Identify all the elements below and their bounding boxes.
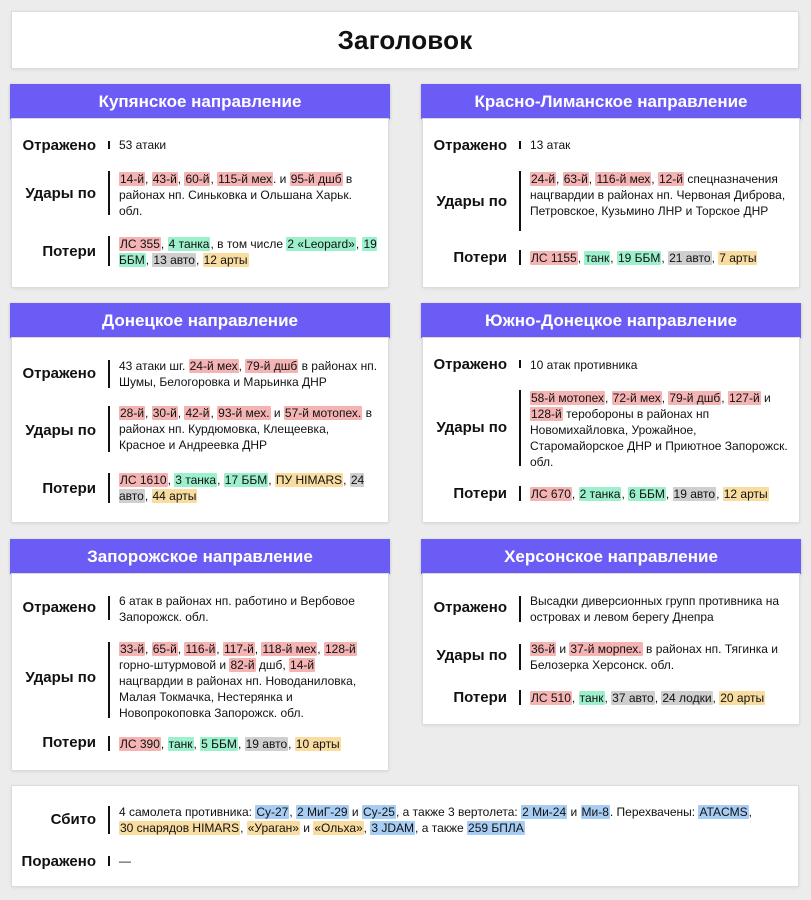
row-divider xyxy=(108,141,110,149)
label-strikes: Удары по xyxy=(25,185,96,202)
highlight-tag: 17 ББМ xyxy=(224,473,268,487)
repelled-value: 10 атак противника xyxy=(530,358,638,372)
row-divider xyxy=(108,736,110,751)
row-divider xyxy=(519,171,521,231)
highlight-tag: Ми-8 xyxy=(581,805,609,819)
highlight-tag: 116-й мех xyxy=(596,172,651,186)
label-losses: Потери xyxy=(453,689,507,706)
highlight-tag: 33-й xyxy=(120,642,145,656)
highlight-tag: 19 авто xyxy=(245,737,288,751)
label-repelled: Отражено xyxy=(433,137,507,154)
label-repelled: Отражено xyxy=(22,137,96,154)
strikes-value: 36-й и 37-й морпех. в районах нп. Тягинка и Белозерка Херсонск. обл. xyxy=(530,642,778,672)
repelled-value: 43 атаки шг. 24-й мех, 79-й дшб в районах нп. Шумы, Белогоровка и Марьинка ДНР xyxy=(119,359,378,389)
strikes-value: 58-й мотопех, 72-й мех, 79-й дшб, 127-й и 128-й теробороны в районах нп Новомихайловка, Урожайное, Старомайорское ДНР и Приютное Запорожск. обл. xyxy=(530,391,788,469)
highlight-tag: 2 МиГ-29 xyxy=(297,805,348,819)
page-title: Заголовок xyxy=(337,24,473,55)
highlight-tag: 79-й дшб xyxy=(669,391,721,405)
highlight-tag: 72-й мех xyxy=(612,391,661,405)
highlight-tag: 7 арты xyxy=(719,251,757,265)
row-divider xyxy=(108,856,110,866)
section-body xyxy=(12,574,388,770)
highlight-tag: 28-й xyxy=(120,406,145,420)
highlight-tag: 20 арты xyxy=(720,691,765,705)
row-divider xyxy=(519,486,521,501)
highlight-tag: 82-й xyxy=(230,658,255,672)
section-body xyxy=(423,119,799,287)
section-south-donetsk xyxy=(421,303,801,523)
highlight-tag: ЛС 1155 xyxy=(531,251,577,265)
highlight-tag: Су-25 xyxy=(362,805,395,819)
losses-value: ЛС 1155, танк, 19 ББМ, 21 авто, 7 арты xyxy=(531,251,757,265)
highlight-tag: 24 лодки xyxy=(662,691,712,705)
losses-value: ЛС 670, 2 танка, 6 ББМ, 19 авто, 12 арты xyxy=(531,487,768,501)
highlight-tag: 14-й xyxy=(120,172,145,186)
highlight-tag: 19 авто xyxy=(673,487,716,501)
label-repelled: Отражено xyxy=(22,365,96,382)
highlight-tag: ЛС 510 xyxy=(531,691,571,705)
row-divider xyxy=(519,250,521,265)
highlight-tag: танк xyxy=(579,691,604,705)
highlight-tag: 12 арты xyxy=(723,487,768,501)
highlight-tag: Су-27 xyxy=(256,805,289,819)
label-repelled: Отражено xyxy=(433,356,507,373)
highlight-tag: 36-й xyxy=(531,642,556,656)
highlight-tag: 12-й xyxy=(658,172,683,186)
section-kupyansk xyxy=(10,84,390,287)
row-divider xyxy=(108,642,110,718)
highlight-tag: 44 арты xyxy=(152,489,197,503)
highlight-tag: 115-й мех xyxy=(218,172,272,186)
highlight-tag: 43-й xyxy=(152,172,177,186)
summary-card xyxy=(12,786,798,886)
highlight-tag: 6 ББМ xyxy=(629,487,665,501)
highlight-tag: 30 снарядов HIMARS xyxy=(120,821,240,835)
label-strikes: Удары по xyxy=(436,647,507,664)
highlight-tag: 3 танка xyxy=(175,473,217,487)
highlight-tag: 2 танка xyxy=(579,487,621,501)
row-divider xyxy=(108,806,110,834)
highlight-tag: 259 БПЛА xyxy=(468,821,524,835)
section-body xyxy=(423,574,799,724)
row-divider xyxy=(108,171,110,215)
highlight-tag: 21 авто xyxy=(669,251,711,265)
section-zaporizhzhia xyxy=(10,539,390,771)
highlight-tag: ATACMS xyxy=(699,805,748,819)
strikes-value: 33-й, 65-й, 116-й, 117-й, 118-й мех, 128-й горно-штурмовой и 82-й дшб, 14-й нацгвардии в районах нп. Новоданиловка, Малая Токмачка, Нестерянка и Новопрокоповка Запорожск. обл. xyxy=(119,642,357,720)
section-header: Донецкое направление xyxy=(10,303,390,338)
section-donetsk xyxy=(10,303,390,523)
hit-value: — xyxy=(119,854,131,868)
highlight-tag: ЛС 670 xyxy=(531,487,571,501)
label-losses: Потери xyxy=(453,485,507,502)
highlight-tag: ЛС 390 xyxy=(120,737,160,751)
highlight-tag: 24-й xyxy=(531,172,556,186)
highlight-tag: танк xyxy=(585,251,610,265)
highlight-tag: ЛС 355 xyxy=(120,237,160,251)
losses-value: ЛС 390, танк, 5 ББМ, 19 авто, 10 арты xyxy=(120,737,340,751)
highlight-tag: 79-й дшб xyxy=(246,359,298,373)
highlight-tag: 37-й морпех. xyxy=(570,642,642,656)
repelled-value: 13 атак xyxy=(530,138,571,152)
highlight-tag: 128-й xyxy=(531,407,562,421)
highlight-tag: 57-й мотопех. xyxy=(284,406,362,420)
highlight-tag: 60-й xyxy=(185,172,210,186)
highlight-tag: 2 «Leopard» xyxy=(287,237,355,251)
highlight-tag: 63-й xyxy=(563,172,588,186)
highlight-tag: 42-й xyxy=(185,406,210,420)
highlight-tag: 4 танка xyxy=(168,237,210,251)
label-losses: Потери xyxy=(42,243,96,260)
label-strikes: Удары по xyxy=(436,419,507,436)
label-losses: Потери xyxy=(42,734,96,751)
section-body xyxy=(12,119,388,287)
highlight-tag: ЛС 1610 xyxy=(120,473,167,487)
losses-value: ЛС 1610, 3 танка, 17 ББМ, ПУ HIMARS, 24 авто, 44 арты xyxy=(119,473,365,503)
row-divider xyxy=(519,690,521,705)
highlight-tag: 58-й мотопех xyxy=(531,391,604,405)
label-shot-down: Сбито xyxy=(50,811,96,828)
label-repelled: Отражено xyxy=(22,599,96,616)
highlight-tag: 37 авто xyxy=(612,691,654,705)
title-card xyxy=(12,12,798,68)
highlight-tag: танк xyxy=(168,737,193,751)
section-header: Купянское направление xyxy=(10,84,390,119)
highlight-tag: «Ольха» xyxy=(314,821,363,835)
losses-value: ЛС 355, 4 танка, в том числе 2 «Leopard», 19 ББМ, 13 авто, 12 арты xyxy=(119,237,377,267)
repelled-value: 53 атаки xyxy=(119,138,167,152)
shot-down-value: 4 самолета противника: Су-27, 2 МиГ-29 и Су-25, а также 3 вертолета: 2 Ми-24 и Ми-8. Перехвачены: ATACMS, 30 снарядов HIMARS, «Ураган» и «Ольха», 3 JDAM, а также 259 БПЛА xyxy=(119,805,753,835)
strikes-value: 24-й, 63-й, 116-й мех, 12-й спецназначения нацгвардии в районах нп. Червоная Диброва, Петровское, Кузьмино ЛНР и Торское ДНР xyxy=(530,172,786,218)
section-body xyxy=(12,338,388,522)
label-losses: Потери xyxy=(42,480,96,497)
highlight-tag: 24-й мех xyxy=(189,359,238,373)
highlight-tag: 10 арты xyxy=(295,737,340,751)
highlight-tag: 65-й xyxy=(152,642,177,656)
section-kherson xyxy=(421,539,801,725)
losses-value: ЛС 510, танк, 37 авто, 24 лодки, 20 арты xyxy=(531,691,765,705)
row-divider xyxy=(519,141,521,149)
row-divider xyxy=(108,473,110,503)
highlight-tag: 30-й xyxy=(152,406,177,420)
label-strikes: Удары по xyxy=(436,193,507,210)
row-divider xyxy=(519,360,521,368)
row-divider xyxy=(519,596,521,622)
highlight-tag: 3 JDAM xyxy=(371,821,415,835)
highlight-tag: 95-й дшб xyxy=(290,172,342,186)
highlight-tag: 24 авто xyxy=(119,473,365,503)
label-losses: Потери xyxy=(453,249,507,266)
section-body xyxy=(423,338,799,522)
highlight-tag: 116-й xyxy=(185,642,216,656)
row-divider xyxy=(519,390,521,466)
row-divider xyxy=(108,360,110,388)
repelled-value: Высадки диверсионных групп противника на островах и левом берегу Днепра xyxy=(530,594,780,624)
section-header: Запорожское направление xyxy=(10,539,390,574)
highlight-tag: 117-й xyxy=(223,642,254,656)
highlight-tag: 127-й xyxy=(728,391,760,405)
highlight-tag: ПУ HIMARS xyxy=(275,473,343,487)
row-divider xyxy=(108,236,110,266)
highlight-tag: 13 авто xyxy=(153,253,195,267)
section-header: Херсонское направление xyxy=(421,539,801,574)
label-repelled: Отражено xyxy=(433,599,507,616)
repelled-value: 6 атак в районах нп. работино и Вербовое Запорожск. обл. xyxy=(119,594,355,624)
row-divider xyxy=(519,644,521,670)
highlight-tag: «Ураган» xyxy=(247,821,299,835)
highlight-tag: 19 ББМ xyxy=(119,237,377,267)
highlight-tag: 5 ББМ xyxy=(201,737,237,751)
strikes-value: 28-й, 30-й, 42-й, 93-й мех. и 57-й мотопех. в районах нп. Курдюмовка, Клещеевка, Красное и Андреевка ДНР xyxy=(119,406,372,452)
row-divider xyxy=(108,406,110,452)
highlight-tag: 14-й xyxy=(290,658,315,672)
section-krasny-liman xyxy=(421,84,801,287)
highlight-tag: 19 ББМ xyxy=(617,251,661,265)
highlight-tag: 128-й xyxy=(324,642,356,656)
section-header: Красно-Лиманское направление xyxy=(421,84,801,119)
strikes-value: 14-й, 43-й, 60-й, 115-й мех. и 95-й дшб в районах нп. Синьковка и Ольшана Харьк. обл. xyxy=(119,172,353,218)
highlight-tag: 93-й мех. xyxy=(218,406,270,420)
section-header: Южно-Донецкое направление xyxy=(421,303,801,338)
highlight-tag: 2 Ми-24 xyxy=(522,805,567,819)
highlight-tag: 12 арты xyxy=(203,253,248,267)
label-strikes: Удары по xyxy=(25,669,96,686)
label-strikes: Удары по xyxy=(25,422,96,439)
highlight-tag: 118-й мех xyxy=(262,642,317,656)
row-divider xyxy=(108,596,110,620)
label-hit: Поражено xyxy=(21,853,96,870)
